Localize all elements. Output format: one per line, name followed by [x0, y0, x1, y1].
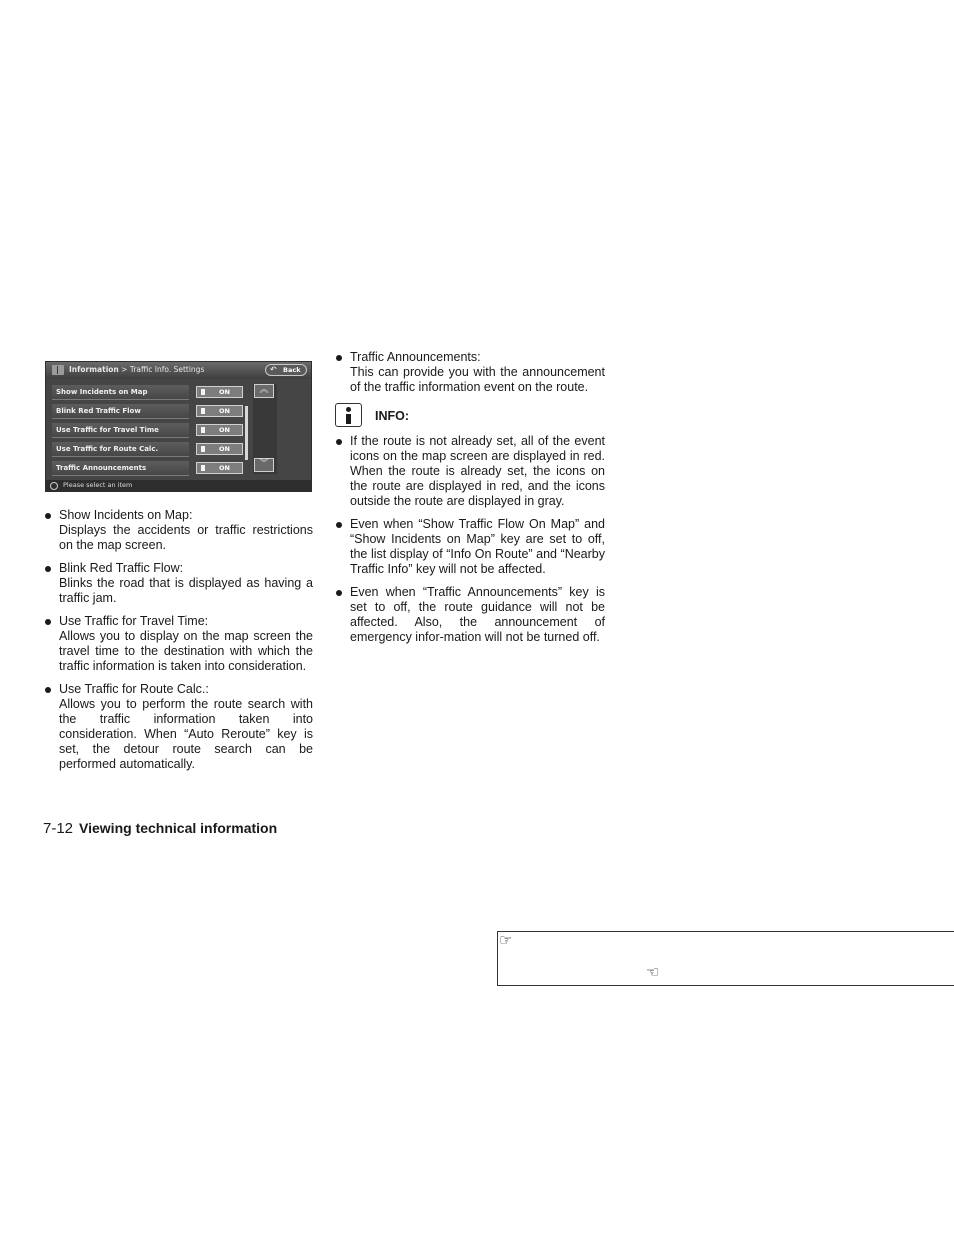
breadcrumb — [69, 365, 204, 374]
toggle-indicator-icon — [201, 465, 205, 471]
double-chevron-down-icon[interactable]: ︾ — [254, 458, 274, 472]
scrollbar[interactable] — [245, 406, 248, 460]
toggle-announcements[interactable] — [196, 462, 243, 474]
status-text: Please select an item — [63, 481, 133, 489]
toggle-travel-time[interactable] — [196, 424, 243, 436]
pointing-hand-icon: ☞ — [499, 932, 513, 949]
toggle-blink-red[interactable] — [196, 405, 243, 417]
toggle-value: ON — [219, 445, 230, 453]
breadcrumb-root[interactable]: Information — [69, 365, 119, 374]
info-book-icon — [52, 365, 64, 375]
info-heading — [334, 403, 605, 429]
toggle-show-incidents[interactable] — [196, 386, 243, 398]
back-arrow-icon: ↶ — [270, 365, 277, 374]
info-item — [334, 517, 605, 577]
double-chevron-up-icon[interactable]: ︽ — [254, 384, 274, 398]
info-item — [334, 434, 605, 509]
right-column — [334, 350, 605, 653]
setting-row-show-incidents[interactable] — [52, 384, 250, 403]
bullet-icon — [336, 355, 342, 361]
toggle-indicator-icon — [201, 389, 205, 395]
toggle-route-calc[interactable] — [196, 443, 243, 455]
item-description: Blinks the road that is displayed as having a traffic jam. — [59, 576, 313, 605]
bullet-icon — [45, 513, 51, 519]
item-title: Blink Red Traffic Flow: — [59, 561, 184, 575]
toggle-indicator-icon — [201, 408, 205, 414]
pointing-hand-icon: ☜ — [646, 964, 660, 981]
bullet-icon — [45, 619, 51, 625]
item-title: Show Incidents on Map: — [59, 508, 193, 522]
bullet-icon — [336, 439, 342, 445]
page-footer — [43, 820, 277, 837]
status-bar — [46, 480, 311, 491]
reference-box — [497, 931, 954, 986]
setting-row-route-calc[interactable] — [52, 441, 250, 460]
item-title: Use Traffic for Travel Time: — [59, 614, 209, 628]
item-description: Displays the accidents or traffic restrictions on the map screen. — [59, 523, 313, 552]
back-label: Back — [283, 366, 301, 374]
item-description: Allows you to display on the map screen the travel time to the destination with which the traffic information is taken into consideration. — [59, 629, 313, 673]
toggle-value: ON — [219, 388, 230, 396]
toggle-indicator-icon — [201, 446, 205, 452]
traffic-info-settings-screenshot — [45, 361, 312, 492]
bullet-icon — [336, 590, 342, 596]
setting-label: Blink Red Traffic Flow — [52, 404, 189, 419]
list-item — [43, 614, 313, 674]
breadcrumb-current: Traffic Info. Settings — [129, 365, 205, 374]
setting-row-travel-time[interactable] — [52, 422, 250, 441]
item-description: This can provide you with the announcement of the traffic information event on the route. — [350, 365, 605, 394]
info-item — [334, 585, 605, 645]
toggle-value: ON — [219, 426, 230, 434]
setting-row-announcements[interactable] — [52, 460, 250, 479]
bullet-icon — [45, 566, 51, 572]
setting-label: Use Traffic for Route Calc. — [52, 442, 189, 457]
item-description: Allows you to perform the route search with the traffic information taken into consideration. When “Auto Reroute” key is set, the detour route search can be performed automatically. — [59, 697, 313, 771]
setting-label: Traffic Announcements — [52, 461, 189, 476]
setting-row-blink-red[interactable] — [52, 403, 250, 422]
item-title: Use Traffic for Route Calc.: — [59, 682, 209, 696]
page-number: 7-12 — [43, 820, 74, 837]
screen-header — [46, 362, 311, 379]
bullet-icon — [336, 522, 342, 528]
info-text: Even when “Show Traffic Flow On Map” and “Show Incidents on Map” key are set to off, the list display of “Info On Route” and “Nearby Traffic Info” key will not be affected. — [350, 517, 605, 576]
settings-list — [52, 384, 250, 479]
item-title: Traffic Announcements: — [350, 350, 481, 364]
list-item — [43, 682, 313, 772]
list-item — [43, 508, 313, 553]
list-item — [43, 561, 313, 606]
info-text: Even when “Traffic Announcements” key is set to off, the route guidance will not be affected. Also, the announcement of emergency infor-mation will not be turned off. — [350, 585, 605, 644]
status-info-icon — [50, 482, 58, 490]
toggle-value: ON — [219, 407, 230, 415]
list-item — [334, 350, 605, 395]
info-label: INFO: — [375, 409, 410, 423]
left-column — [43, 508, 313, 780]
section-title: Viewing technical information — [79, 820, 278, 836]
toggle-indicator-icon — [201, 427, 205, 433]
bullet-icon — [45, 687, 51, 693]
setting-label: Use Traffic for Travel Time — [52, 423, 189, 438]
breadcrumb-separator: > — [118, 365, 130, 374]
back-button[interactable] — [265, 364, 307, 376]
info-icon — [335, 403, 362, 427]
info-text: If the route is not already set, all of the event icons on the map screen are displayed in red. When the route is already set, the icons on the route are displayed in red, and the icons outside the route are displayed in gray. — [350, 434, 605, 508]
toggle-value: ON — [219, 464, 230, 472]
setting-label: Show Incidents on Map — [52, 385, 189, 400]
